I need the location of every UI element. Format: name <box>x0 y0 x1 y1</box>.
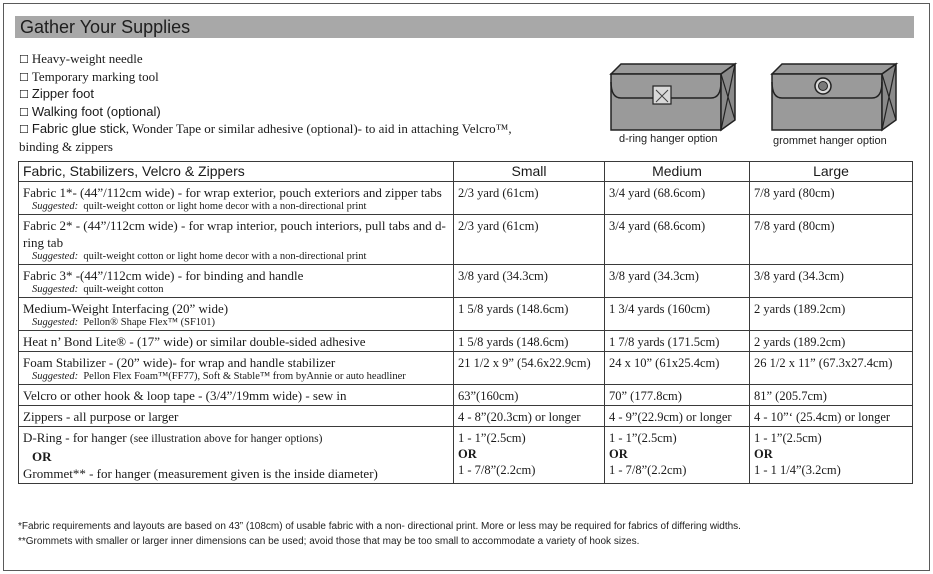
medium-cell: 1 7/8 yards (171.5cm) <box>605 331 750 352</box>
checkbox-icon: ☐ <box>19 88 29 101</box>
large-cell: 2 yards (189.2cm) <box>750 331 913 352</box>
small-cell: 2/3 yard (61cm) <box>454 215 605 265</box>
item-cell <box>19 352 454 385</box>
table-row <box>19 265 913 298</box>
dring-hanger-illustration <box>607 60 745 134</box>
item-description: Velcro or other hook & loop tape - (3/4”/19mm wide) - sew in <box>23 388 347 403</box>
small-cell: 1 - 1”(2.5cm) OR 1 - 7/8”(2.2cm) <box>454 427 605 484</box>
table-row <box>19 298 913 331</box>
medium-cell: 1 3/4 yards (160cm) <box>605 298 750 331</box>
grommet-caption: grommet hanger option <box>773 135 887 147</box>
item-cell <box>19 427 454 484</box>
checklist-item-label: Temporary marking tool <box>31 68 159 84</box>
table-row <box>19 385 913 406</box>
medium-cell: 3/4 yard (68.6com) <box>605 215 750 265</box>
large-cell: 3/8 yard (34.3cm) <box>750 265 913 298</box>
table-row <box>19 182 913 215</box>
checklist-item <box>19 86 579 104</box>
column-header-medium: Medium <box>605 162 750 182</box>
medium-cell: 4 - 9”(22.9cm) or longer <box>605 406 750 427</box>
large-cell: 81” (205.7cm) <box>750 385 913 406</box>
item-description: Fabric 1*- (44”/112cm wide) - for wrap exterior, pouch exteriors and zipper tabs <box>23 185 442 200</box>
checklist-item <box>19 69 579 87</box>
item-cell <box>19 265 454 298</box>
section-title: Gather Your Supplies <box>15 16 914 38</box>
small-cell: 1 5/8 yards (148.6cm) <box>454 331 605 352</box>
checklist-item <box>19 51 579 69</box>
checkbox-icon: ☐ <box>19 70 29 84</box>
supplies-table <box>18 161 913 484</box>
column-header-small: Small <box>454 162 605 182</box>
footnote: *Fabric requirements and layouts are based on 43” (108cm) of usable fabric with a non- directional print. More or less may be required for fabrics of differing widths. <box>18 521 741 532</box>
footnote: **Grommets with smaller or larger inner dimensions can be used; avoid those that may be too small to accommodate a variety of hook sizes. <box>18 536 640 547</box>
large-cell: 1 - 1”(2.5cm) OR 1 - 1 1/4”(3.2cm) <box>750 427 913 484</box>
suggested-note: Suggested: quilt-weight cotton <box>32 284 164 295</box>
item-cell <box>19 298 454 331</box>
suggested-note: Suggested: Pellon Flex Foam™(FF77), Soft & Stable™ from byAnnie or auto headliner <box>32 371 406 382</box>
item-description: Foam Stabilizer - (20” wide)- for wrap and handle stabilizer <box>23 355 336 370</box>
medium-cell: 70” (177.8cm) <box>605 385 750 406</box>
item-cell <box>19 385 454 406</box>
item-description: D-Ring - for hanger (see illustration above for hanger options) <box>23 430 323 445</box>
table-row <box>19 331 913 352</box>
checklist-item-label: Zipper foot <box>31 86 95 101</box>
checklist-item-label: Fabric glue stick <box>31 121 126 136</box>
large-cell: 7/8 yard (80cm) <box>750 182 913 215</box>
large-cell: 2 yards (189.2cm) <box>750 298 913 331</box>
item-cell <box>19 215 454 265</box>
medium-cell: 1 - 1”(2.5cm) OR 1 - 7/8”(2.2cm) <box>605 427 750 484</box>
small-cell: 4 - 8”(20.3cm) or longer <box>454 406 605 427</box>
small-cell: 21 1/2 x 9” (54.6x22.9cm) <box>454 352 605 385</box>
grommet-hanger-illustration <box>768 60 906 134</box>
table-header-row <box>19 162 913 182</box>
item-cell <box>19 406 454 427</box>
table-row <box>19 406 913 427</box>
item-cell <box>19 182 454 215</box>
suggested-note: Suggested: quilt-weight cotton or light home decor with a non-directional print <box>32 251 367 262</box>
checklist-item-label: Heavy-weight needle <box>31 51 143 66</box>
checklist-item-continued: binding & zippers <box>19 138 113 154</box>
item-description: Grommet** - for hanger (measurement given is the inside diameter) <box>23 466 378 481</box>
checklist-item <box>19 121 579 139</box>
small-cell: 63”(160cm) <box>454 385 605 406</box>
item-description: Fabric 2* - (44”/112cm wide) - for wrap interior, pouch interiors, pull tabs and d-ring tab <box>23 218 446 250</box>
suggested-note: Suggested: quilt-weight cotton or light home decor with a non-directional print <box>32 201 367 212</box>
dring-caption: d-ring hanger option <box>619 133 718 145</box>
checkbox-icon: ☐ <box>19 105 29 119</box>
medium-cell: 3/4 yard (68.6com) <box>605 182 750 215</box>
large-cell: 7/8 yard (80cm) <box>750 215 913 265</box>
table-row <box>19 427 913 484</box>
table-row <box>19 215 913 265</box>
checklist-item <box>19 104 579 122</box>
medium-cell: 3/8 yard (34.3cm) <box>605 265 750 298</box>
item-description: Medium-Weight Interfacing (20” wide) <box>23 301 229 316</box>
checklist-item-detail: , Wonder Tape or similar adhesive (optional)- to aid in attaching Velcro™, <box>125 121 512 136</box>
item-description: Heat n’ Bond Lite® - (17” wide) or similar double-sided adhesive <box>23 334 366 349</box>
large-cell: 4 - 10”‘ (25.4cm) or longer <box>750 406 913 427</box>
checklist-item-label: Walking foot (optional) <box>31 103 161 119</box>
medium-cell: 24 x 10” (61x25.4cm) <box>605 352 750 385</box>
footnotes <box>18 519 741 549</box>
item-description: Fabric 3* -(44”/112cm wide) - for binding and handle <box>23 268 304 283</box>
item-cell <box>19 331 454 352</box>
small-cell: 2/3 yard (61cm) <box>454 182 605 215</box>
table-row <box>19 352 913 385</box>
suggested-note: Suggested: Pellon® Shape Flex™ (SF101) <box>32 317 216 328</box>
checkbox-icon: ☐ <box>19 53 29 66</box>
column-header-item: Fabric, Stabilizers, Velcro & Zippers <box>19 162 454 182</box>
large-cell: 26 1/2 x 11” (67.3x27.4cm) <box>750 352 913 385</box>
column-header-large: Large <box>750 162 913 182</box>
item-description: Zippers - all purpose or larger <box>23 409 179 424</box>
supplies-checklist <box>19 51 579 155</box>
small-cell: 1 5/8 yards (148.6cm) <box>454 298 605 331</box>
or-label: OR <box>32 449 52 464</box>
small-cell: 3/8 yard (34.3cm) <box>454 265 605 298</box>
checkbox-icon: ☐ <box>19 123 29 136</box>
